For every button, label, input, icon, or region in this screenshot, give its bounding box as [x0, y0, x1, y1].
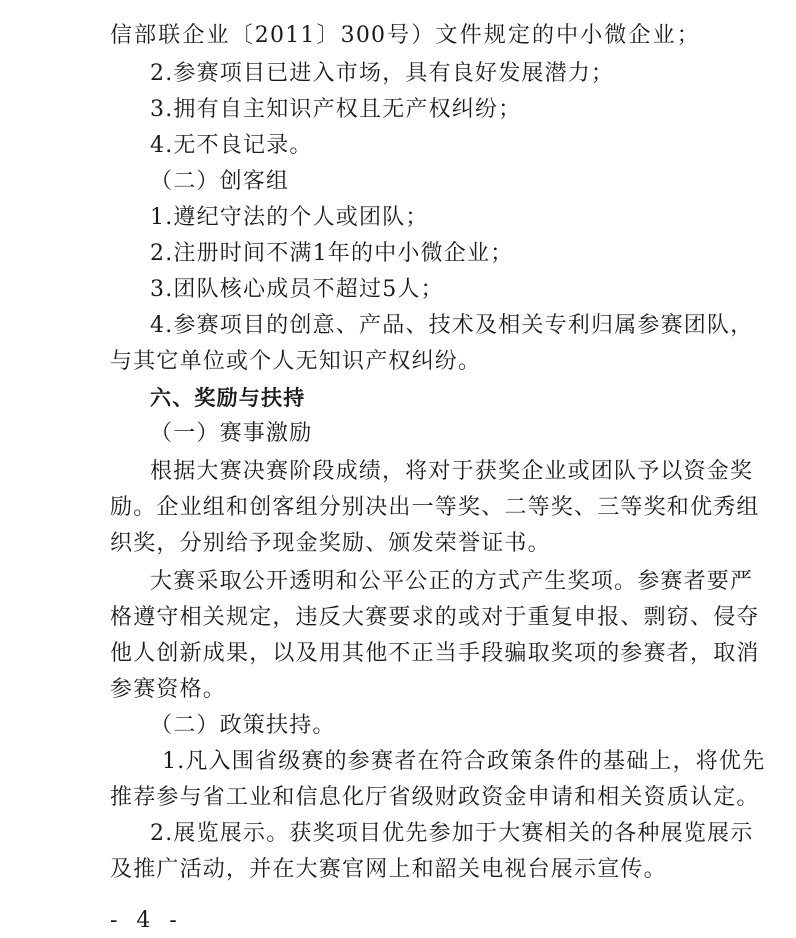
text-line-19: 参赛资格。: [110, 677, 227, 702]
section-heading-incentives: （一）赛事激励: [150, 421, 313, 446]
text-line-17: 格遵守相关规定，违反大赛要求的或对于重复申报、剽窃、侵夺: [110, 605, 760, 630]
text-line-14: 励。企业组和创客组分别决出一等奖、二等奖、三等奖和优秀组: [110, 495, 760, 520]
text-line-23: 2.展览展示。获奖项目优先参加于大赛相关的各种展览展示: [150, 821, 754, 846]
section-heading-rewards: 六、奖励与扶持: [150, 386, 306, 410]
text-line-2: 2.参赛项目已进入市场，具有良好发展潜力；: [150, 61, 615, 86]
text-line-21: 1.凡入围省级赛的参赛者在符合政策条件的基础上，将优先: [162, 749, 766, 774]
text-line-1: 信部联企业〔2011〕300号）文件规定的中小微企业；: [110, 23, 700, 48]
section-heading-chuangke: （二）创客组: [150, 169, 290, 194]
text-line-8: 3.团队核心成员不超过5人；: [150, 277, 444, 302]
section-heading-policy: （二）政策扶持。: [150, 713, 336, 738]
text-line-22: 推荐参与省工业和信息化厅省级财政资金申请和相关资质认定。: [110, 785, 760, 810]
text-line-13: 根据大赛决赛阶段成绩，将对于获奖企业或团队予以资金奖: [150, 459, 754, 484]
text-line-3: 3.拥有自主知识产权且无产权纠纷；: [150, 97, 522, 122]
text-line-6: 1.遵纪守法的个人或团队；: [150, 205, 429, 230]
text-line-24: 及推广活动，并在大赛官网上和韶关电视台展示宣传。: [110, 857, 667, 882]
text-line-4: 4.无不良记录。: [150, 133, 313, 158]
text-line-9: 4.参赛项目的创意、产品、技术及相关专利归属参赛团队，: [150, 313, 754, 338]
text-line-7: 2.注册时间不满1年的中小微企业；: [150, 241, 514, 266]
text-line-15: 织奖，分别给予现金奖励、颁发荣誉证书。: [110, 531, 551, 556]
text-line-10: 与其它单位或个人无知识产权纠纷。: [110, 349, 482, 374]
text-line-16: 大赛采取公开透明和公平公正的方式产生奖项。参赛者要严: [150, 569, 754, 594]
page-number: - 4 -: [110, 908, 183, 933]
text-line-18: 他人创新成果，以及用其他不正当手段骗取奖项的参赛者，取消: [110, 641, 760, 666]
